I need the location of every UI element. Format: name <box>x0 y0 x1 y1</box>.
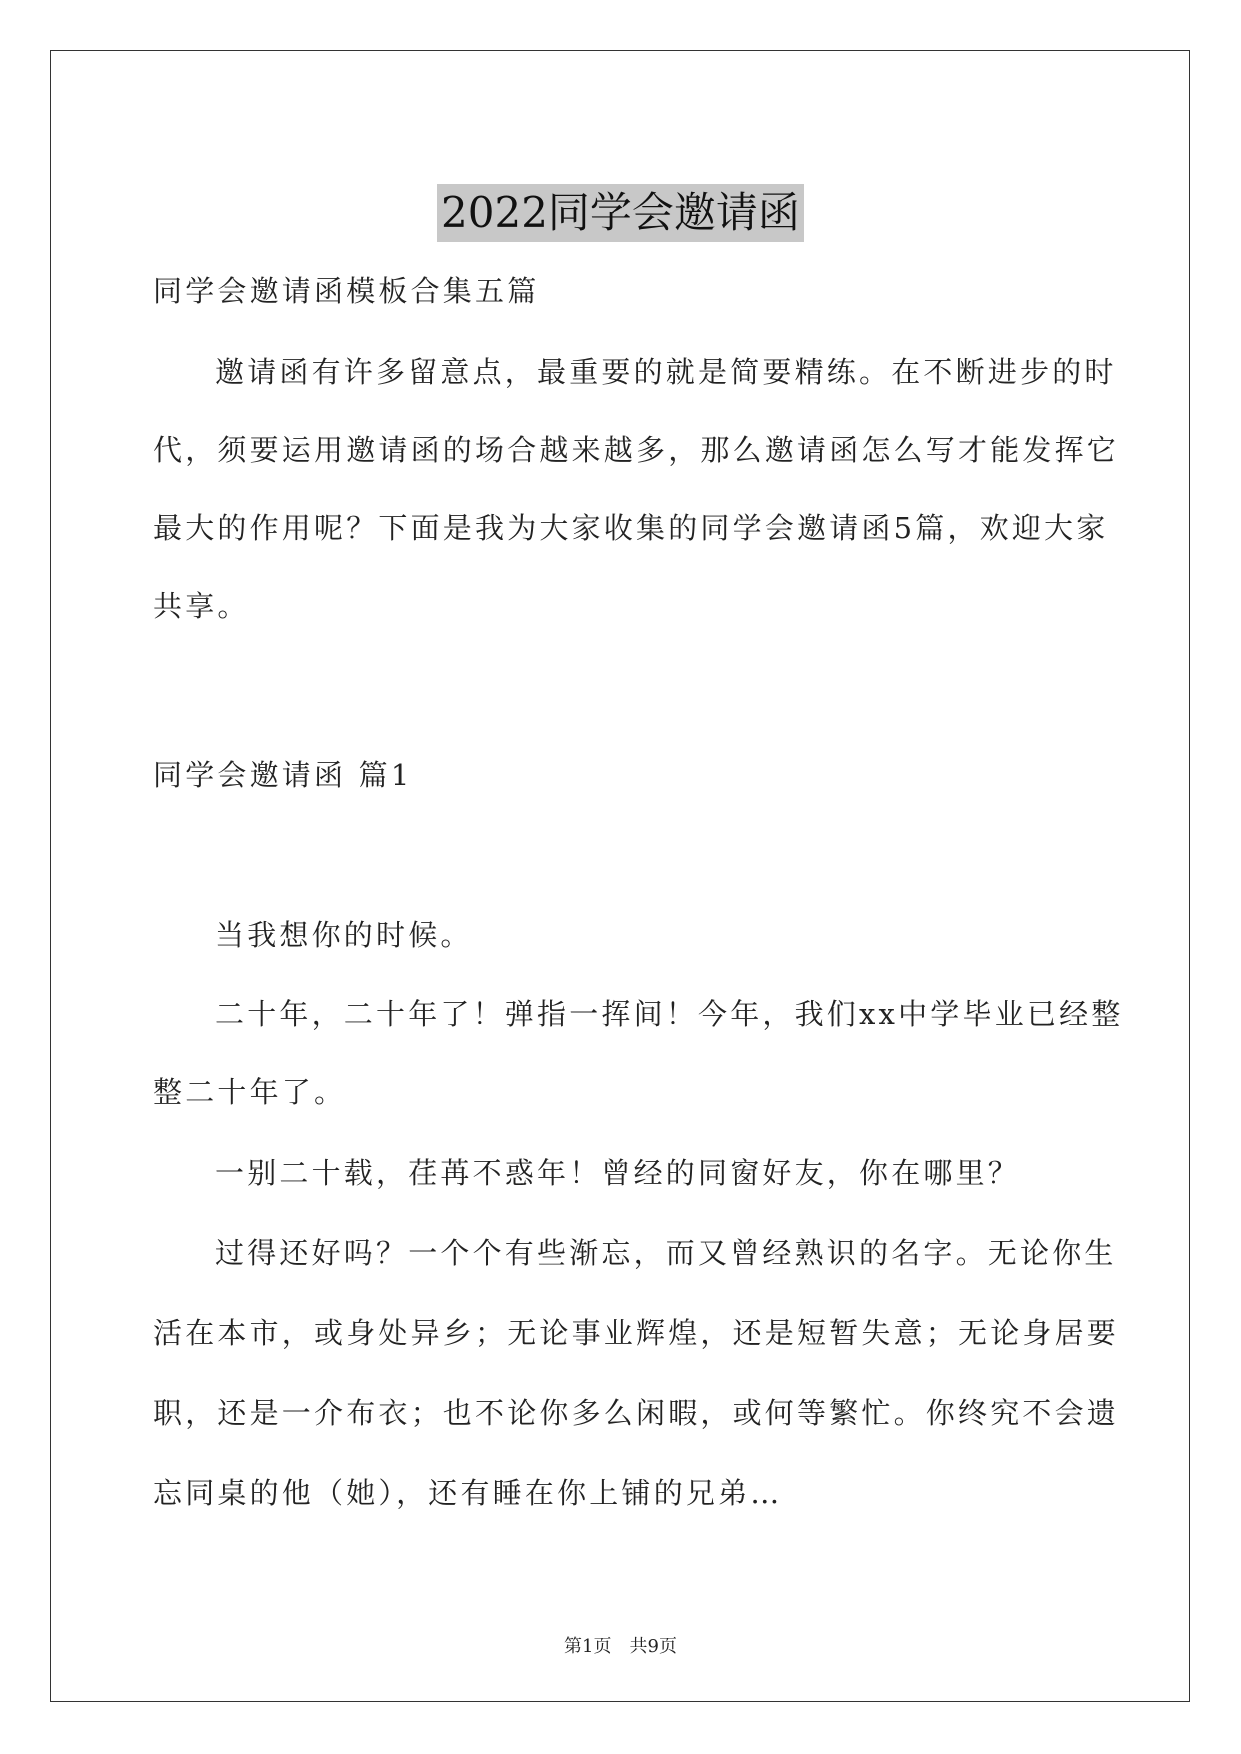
body-line[interactable]: 当我想你的时候。 <box>215 918 473 952</box>
body-line[interactable]: 过得还好吗？一个个有些渐忘，而又曾经熟识的名字。无论你生 <box>215 1236 1117 1270</box>
body-line[interactable]: 活在本市，或身处异乡；无论事业辉煌，还是短暂失意；无论身居要 <box>153 1316 1120 1350</box>
body-line[interactable]: 忘同桌的他（她），还有睡在你上铺的兄弟… <box>153 1476 783 1510</box>
document-subtitle[interactable]: 同学会邀请函模板合集五篇 <box>153 274 540 308</box>
body-line[interactable]: 职，还是一介布衣；也不论你多么闲暇，或何等繁忙。你终究不会遗 <box>153 1396 1120 1430</box>
body-line[interactable]: 整二十年了。 <box>153 1075 347 1109</box>
body-line[interactable]: 二十年，二十年了！弹指一挥间！今年，我们xx中学毕业已经整 <box>215 997 1124 1031</box>
intro-line[interactable]: 最大的作用呢？下面是我为大家收集的同学会邀请函5篇，欢迎大家 <box>153 511 1109 545</box>
page-footer: 第1页 共9页 <box>564 1636 677 1657</box>
intro-line[interactable]: 共享。 <box>153 589 250 623</box>
intro-line[interactable]: 邀请函有许多留意点，最重要的就是简要精练。在不断进步的时 <box>215 355 1117 389</box>
title-container <box>0 156 1241 270</box>
body-line[interactable]: 一别二十载，荏苒不惑年！曾经的同窗好友，你在哪里？ <box>215 1156 1021 1190</box>
intro-line[interactable]: 代，须要运用邀请函的场合越来越多，那么邀请函怎么写才能发挥它 <box>153 433 1120 467</box>
section-heading[interactable]: 同学会邀请函 篇1 <box>153 758 413 792</box>
document-title[interactable]: 2022同学会邀请函 <box>437 184 804 242</box>
